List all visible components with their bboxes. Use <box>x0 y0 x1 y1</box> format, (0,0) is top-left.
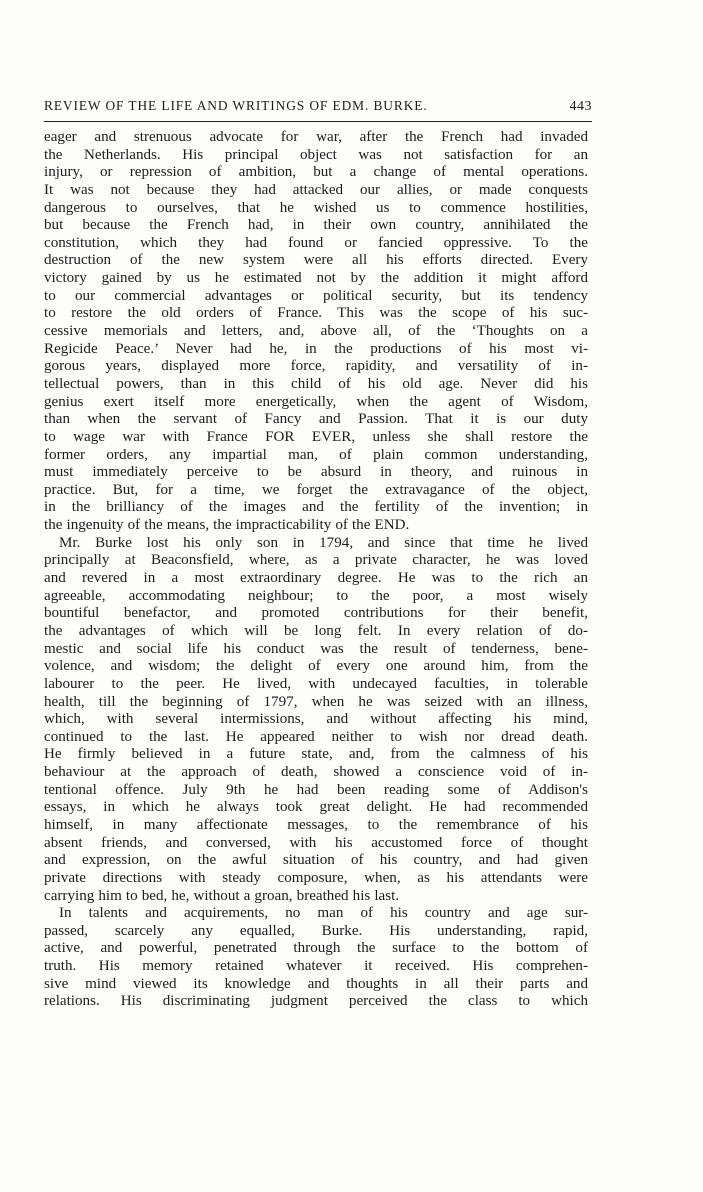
text-line: behaviour at the approach of death, showed a conscience void of in- <box>44 764 588 781</box>
text-line: In talents and acquirements, no man of his country and age sur- <box>59 905 588 922</box>
text-line: the Netherlands. His principal object was not satisfaction for an <box>44 146 588 163</box>
text-line: and revered in a most extraordinary degree. He was to the rich an <box>44 570 588 587</box>
text-line: agreeable, accommodating neighbour; to the poor, a most wisely <box>44 587 588 604</box>
text-line: Mr. Burke lost his only son in 1794, and since that time he lived <box>59 534 588 551</box>
text-line: victory gained by us he estimated not by the addition it might afford <box>44 270 588 287</box>
text-line: tentional offence. July 9th he had been reading some of Addison's <box>44 781 588 798</box>
text-line: mestic and social life his conduct was the result of tenderness, bene- <box>44 640 588 657</box>
text-line: active, and powerful, penetrated through the surface to the bottom of <box>44 940 588 957</box>
text-line: must immediately perceive to be absurd in theory, and ruinous in <box>44 464 588 481</box>
text-line: sive mind viewed its knowledge and thoughts in all their parts and <box>44 975 588 992</box>
text-line: the advantages of which will be long felt. In every relation of do- <box>44 622 588 639</box>
text-line: to restore the old orders of France. This was the scope of his suc- <box>44 305 588 322</box>
text-line: bountiful benefactor, and promoted contributions for their benefit, <box>44 605 588 622</box>
text-line: genius exert itself more energetically, when the agent of Wisdom, <box>44 393 588 410</box>
text-line: destruction of the new system were all his efforts directed. Every <box>44 252 588 269</box>
text-line: volence, and wisdom; the delight of every one around him, from the <box>44 658 588 675</box>
text-line: principally at Beaconsfield, where, as a private character, he was loved <box>44 552 588 569</box>
text-line: relations. His discriminating judgment perceived the class to which <box>44 993 588 1010</box>
text-line: constitution, which they had found or fancied oppressive. To the <box>44 234 588 251</box>
text-line: to our commercial advantages or political security, but its tendency <box>44 287 588 304</box>
text-line: practice. But, for a time, we forget the extravagance of the object, <box>44 481 588 498</box>
running-head <box>44 98 592 122</box>
text-line: absent friends, and conversed, with his accustomed force of thought <box>44 834 588 851</box>
text-line: carrying him to bed, he, without a groan, breathed his last. <box>44 887 400 904</box>
body-text <box>44 129 588 1011</box>
text-line: private directions with steady composure, when, as his attendants were <box>44 869 588 886</box>
text-line: health, till the beginning of 1797, when he was seized with an illness, <box>44 693 588 710</box>
text-line: which, with several intermissions, and without affecting his mind, <box>44 711 588 728</box>
text-line: than when the servant of Fancy and Passion. That it is our duty <box>44 411 588 428</box>
text-line: injury, or repression of ambition, but a change of mental operations. <box>44 164 588 181</box>
running-head-title: REVIEW OF THE LIFE AND WRITINGS OF EDM. BURKE. <box>44 98 428 113</box>
text-line: dangerous to ourselves, that he wished us to commence hostilities, <box>44 199 588 216</box>
text-line: gorous years, displayed more force, rapidity, and versatility of in- <box>44 358 588 375</box>
text-line: to wage war with France FOR EVER, unless she shall restore the <box>44 428 588 445</box>
text-line: continued to the last. He appeared neither to wish nor dread death. <box>44 728 588 745</box>
text-line: essays, in which he always took great delight. He had recommended <box>44 799 588 816</box>
text-line: tellectual powers, than in this child of his old age. Never did his <box>44 375 588 392</box>
text-line: and expression, on the awful situation of his country, and had given <box>44 852 588 869</box>
text-line: the ingenuity of the means, the impracticability of the END. <box>44 517 410 534</box>
text-line: He firmly believed in a future state, and, from the calmness of his <box>44 746 588 763</box>
text-line: but because the French had, in their own country, annihilated the <box>44 217 588 234</box>
page-number: 443 <box>569 99 592 114</box>
text-line: truth. His memory retained whatever it received. His comprehen- <box>44 958 588 975</box>
text-line: cessive memorials and letters, and, above all, of the ‘Thoughts on a <box>44 323 588 340</box>
text-line: former orders, any impartial man, of plain common understanding, <box>44 446 588 463</box>
text-line: labourer to the peer. He lived, with undecayed faculties, in tolerable <box>44 675 588 692</box>
text-line: in the brilliancy of the images and the fertility of the invention; in <box>44 499 588 516</box>
text-line: It was not because they had attacked our allies, or made conquests <box>44 181 588 198</box>
text-line: eager and strenuous advocate for war, after the French had invaded <box>44 129 588 145</box>
text-line: passed, scarcely any equalled, Burke. His understanding, rapid, <box>44 922 588 939</box>
text-line: himself, in many affectionate messages, to the remembrance of his <box>44 816 588 833</box>
text-line: Regicide Peace.’ Never had he, in the productions of his most vi- <box>44 340 588 357</box>
